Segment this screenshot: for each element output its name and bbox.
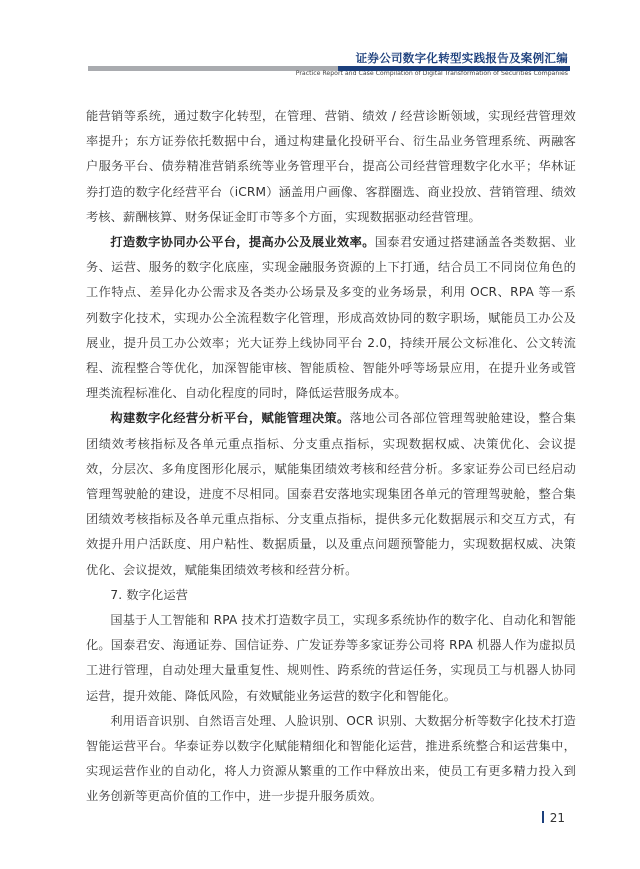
page-header xyxy=(0,0,640,95)
paragraph-2-heading: 打造数字协同办公平台，提高办公及展业效率。 xyxy=(110,235,375,250)
paragraph-3 xyxy=(86,406,576,582)
report-title: 证券公司数字化转型实践报告及案例汇编 xyxy=(355,51,568,65)
page-number xyxy=(542,811,565,825)
paragraph-3-heading: 构建数字化经营分析平台，赋能管理决策。 xyxy=(110,411,350,426)
page-body xyxy=(86,104,576,810)
paragraph-1: 能营销等系统，通过数字化转型，在管理、营销、绩效 / 经营诊断领域，实现经营管理效率提升；东方证券依托数据中台，通过构建量化投研平台、衍生品业务管理系统、两融客户服务平台、债券精准营销系统等业务管理平台，提高公司经营管理数字化水平；华林证券打造的数字化经营平台（iCRM）涵盖用户画像、客群圈选、商业投放、营销管理、绩效考核、薪酬核算、财务保证金盯市等多个方面，实现数据驱动经营管理。 xyxy=(86,109,576,224)
page-number-text: 21 xyxy=(549,811,565,825)
paragraph-5: 利用语音识别、自然语言处理、人脸识别、OCR 识别、大数据分析等数字化技术打造智能运营平台。华泰证券以数字化赋能精细化和智能化运营，推进系统整合和运营集中，实现运营作业的自动化，将人力资源从繁重的工作中释放出来，使员工有更多精力投入到业务创新等更高价值的工作中，进一步提升服务质效。 xyxy=(86,713,576,804)
paragraph-4: 国基于人工智能和 RPA 技术打造数字员工，实现多系统协作的数字化、自动化和智能化。国泰君安、海通证券、国信证券、广发证券等多家证券公司将 RPA 机器人作为虚拟员工进行管理，自动处理大量重复性、规则性、跨系统的营运任务，实现员工与机器人协同运营，提升效能、降低风险，有效赋能业务运营的数字化和智能化。 xyxy=(86,613,576,703)
page-number-marker xyxy=(542,811,544,823)
paragraph-2 xyxy=(86,230,576,406)
paragraph-2-text: 国泰君安通过搭建涵盖各类数据、业务、运营、服务的数字化底座，实现金融服务资源的上下打通，结合员工不同岗位角色的工作特点、差异化办公需求及各类办公场景及多变的业务场景，利用 OCR、RPA 等一系列数字化技术，实现办公全流程数字化管理，形成高效协同的数字职场，赋能员工办公及展业，提升员工办公效率；光大证券上线协同平台 2.0，持续开展公文标准化、公文转流程、流程整合等优化，加深智能审核、智能质检、智能外呼等场景应用，在提升业务或管理类流程标准化、自动化程度的同时，降低运营服务成本。 xyxy=(86,235,576,401)
section-title: 7. 数字化运营 xyxy=(110,587,189,602)
paragraph-3-text: 落地公司各部位管理驾驶舱建设，整合集团绩效考核指标及各单元重点指标、分支重点指标，实现数据权威、决策优化、会议提效，分层次、多角度图形化展示，赋能集团绩效考核和经营分析。多家证券公司已经启动管理驾驶舱的建设，进度不尽相同。国泰君安落地实现集团各单元的管理驾驶舱，整合集团绩效考核指标及各单元重点指标、分支重点指标，提供多元化数据展示和交互方式，有效提升用户活跃度、用户粘性、数据质量，以及重点问题预警能力，实现数据权威、决策优化、会议提效，赋能集团绩效考核和经营分析。 xyxy=(86,411,577,577)
report-subtitle: Practice Report and Case Compilation of Digital Transformation of Securities Companies xyxy=(295,70,568,77)
